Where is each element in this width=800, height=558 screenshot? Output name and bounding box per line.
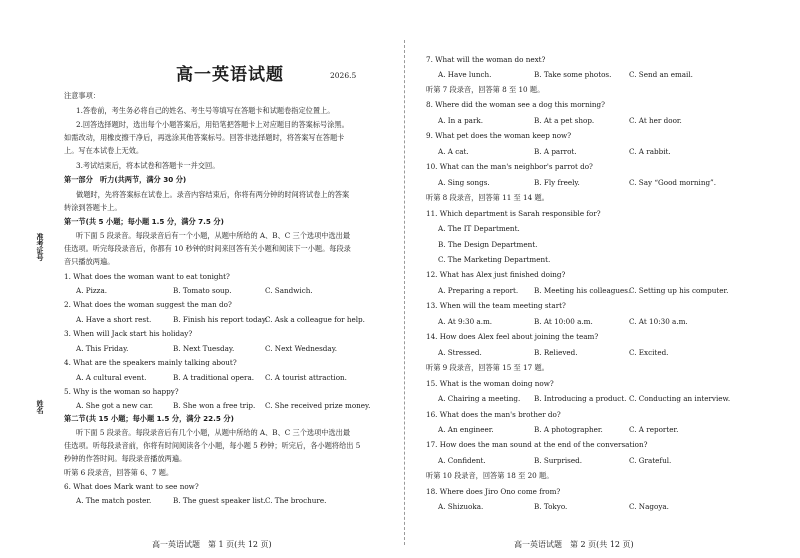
page-2-footer: 高一英语试题 第 2 页(共 12 页)	[514, 540, 634, 549]
question-5-option-a: A. She got a new car.	[76, 401, 154, 410]
exam-date: 2026.5	[330, 71, 357, 80]
question-14-option-a: A. Stressed.	[438, 348, 482, 357]
part-1-heading: 第一部分 听力(共两节，满分 30 分)	[64, 175, 187, 184]
question-8-option-c: C. At her door.	[629, 116, 682, 125]
question-9-option-a: A. A cat.	[438, 147, 469, 156]
question-11-option-c: C. The Marketing Department.	[438, 255, 551, 264]
segment-10-instruction: 听第 10 段录音，回答第 18 至 20 题。	[426, 471, 554, 480]
question-11-option-a: A. The IT Department.	[438, 224, 520, 233]
question-4-option-a: A. A cultural event.	[76, 373, 147, 382]
question-7-option-c: C. Send an email.	[629, 70, 693, 79]
question-13-option-a: A. At 9:30 a.m.	[438, 317, 493, 326]
question-2-option-a: A. Have a short rest.	[76, 315, 152, 324]
section-2-instructions-line-1: 听下面 5 段录音。每段录音后有几个小题，从题中所给的 A、B、C 三个选项中选出最	[76, 428, 351, 437]
question-8-stem: 8. Where did the woman see a dog this morning?	[426, 100, 605, 109]
question-18-option-b: B. Tokyo.	[534, 502, 568, 511]
section-2-heading: 第二节(共 15 小题；每小题 1.5 分，满分 22.5 分)	[64, 414, 234, 423]
question-17-option-c: C. Grateful.	[629, 456, 672, 465]
question-16-option-a: A. An engineer.	[438, 425, 494, 434]
question-13-option-b: B. At 10:00 a.m.	[534, 317, 593, 326]
side-label-text: 准考证号	[36, 233, 44, 261]
question-15-option-a: A. Chairing a meeting.	[438, 394, 521, 403]
segment-9-instruction: 听第 9 段录音，回答第 15 至 17 题。	[426, 363, 549, 372]
question-17-option-b: B. Surprised.	[534, 456, 583, 465]
question-15-option-b: B. Introducing a product.	[534, 394, 627, 403]
question-9-stem: 9. What pet does the woman keep now?	[426, 131, 572, 140]
name-side-label	[36, 400, 44, 414]
question-12-option-b: B. Meeting his colleagues.	[534, 286, 631, 295]
question-18-option-c: C. Nagoya.	[629, 502, 669, 511]
segment-7-instruction: 听第 7 段录音，回答第 8 至 10 题。	[426, 85, 545, 94]
question-10-stem: 10. What can the man's neighbor's parrot do?	[426, 162, 593, 171]
side-label-text: 姓名	[36, 400, 44, 414]
question-12-option-a: A. Preparing a report.	[438, 286, 519, 295]
question-15-option-c: C. Conducting an interview.	[629, 394, 731, 403]
question-16-option-c: C. A reporter.	[629, 425, 679, 434]
question-2-option-b: B. Finish his report today.	[173, 315, 268, 324]
question-10-option-c: C. Say “Good morning”.	[629, 178, 717, 187]
segment-6-instruction: 听第 6 段录音，回答第 6、7 题。	[64, 468, 174, 477]
question-7-option-b: B. Take some photos.	[534, 70, 612, 79]
notice-1: 1.答卷前，考生务必将自己的姓名、考生号等填写在答题卡和试题卷指定位置上。	[76, 106, 335, 115]
question-2-stem: 2. What does the woman suggest the man do?	[64, 300, 232, 309]
question-10-option-b: B. Fly freely.	[534, 178, 580, 187]
notice-2-line-2: 如需改动，用橡皮擦干净后，再选涂其他答案标号。回答非选择题时，将答案写在答题卡	[64, 133, 345, 142]
question-12-option-c: C. Setting up his computer.	[629, 286, 729, 295]
notice-2-line-3: 上。写在本试卷上无效。	[64, 146, 144, 155]
question-15-stem: 15. What is the woman doing now?	[426, 379, 554, 388]
question-11-stem: 11. Which department is Sarah responsible for?	[426, 209, 601, 218]
question-3-option-a: A. This Friday.	[76, 344, 129, 353]
question-17-stem: 17. How does the man sound at the end of the conversation?	[426, 440, 648, 449]
notice-title: 注意事项：	[64, 91, 100, 100]
question-6-option-a: A. The match poster.	[76, 496, 152, 505]
question-4-stem: 4. What are the speakers mainly talking about?	[64, 358, 237, 367]
question-3-stem: 3. When will Jack start his holiday?	[64, 329, 193, 338]
section-2-instructions-line-3: 秒钟的作答时间。每段录音播放两遍。	[64, 454, 187, 463]
part-1-instructions-line-2: 转涂到答题卡上。	[64, 203, 122, 212]
question-14-option-b: B. Relieved.	[534, 348, 578, 357]
notice-2-line-1: 2.回答选择题时，选出每个小题答案后，用铅笔把答题卡上对应题目的答案标号涂黑。	[76, 120, 349, 129]
question-10-option-a: A. Sing songs.	[438, 178, 490, 187]
question-1-option-b: B. Tomato soup.	[173, 286, 232, 295]
exam-number-side-label	[36, 233, 44, 261]
question-8-option-b: B. At a pet shop.	[534, 116, 595, 125]
question-16-stem: 16. What does the man's brother do?	[426, 410, 561, 419]
question-6-option-b: B. The guest speaker list.	[173, 496, 266, 505]
question-9-option-c: C. A rabbit.	[629, 147, 671, 156]
question-5-option-c: C. She received prize money.	[265, 401, 371, 410]
question-9-option-b: B. A parrot.	[534, 147, 577, 156]
question-12-stem: 12. What has Alex just finished doing?	[426, 270, 566, 279]
segment-8-instruction: 听第 8 段录音，回答第 11 至 14 题。	[426, 193, 549, 202]
question-4-option-b: B. A traditional opera.	[173, 373, 255, 382]
question-18-option-a: A. Shizuoka.	[438, 502, 484, 511]
section-1-instructions-line-2: 佳选项。听完每段录音后，你都有 10 秒钟的时间来回答有关小题和阅读下一小题。每段录	[64, 244, 351, 253]
question-4-option-c: C. A tourist attraction.	[265, 373, 347, 382]
question-13-stem: 13. When will the team meeting start?	[426, 301, 566, 310]
notice-3: 3.考试结束后，将本试卷和答题卡一并交回。	[76, 161, 220, 170]
page-divider	[404, 40, 405, 545]
question-2-option-c: C. Ask a colleague for help.	[265, 315, 365, 324]
part-1-instructions-line-1: 做题时，先将答案标在试卷上。录音内容结束后，你将有两分钟的时间将试卷上的答案	[76, 190, 350, 199]
section-1-heading: 第一节(共 5 小题；每小题 1.5 分，满分 7.5 分)	[64, 217, 224, 226]
question-6-option-c: C. The brochure.	[265, 496, 327, 505]
page-1-footer: 高一英语试题 第 1 页(共 12 页)	[152, 540, 272, 549]
question-18-stem: 18. Where does Jiro Ono come from?	[426, 487, 561, 496]
section-2-instructions-line-2: 佳选项。听每段录音前，你将有时间阅读各个小题，每小题 5 秒钟；听完后，各小题将给出 5	[64, 441, 361, 450]
question-1-option-c: C. Sandwich.	[265, 286, 313, 295]
exam-title: 高一英语试题	[176, 65, 284, 85]
question-5-stem: 5. Why is the woman so happy?	[64, 387, 179, 396]
section-1-instructions-line-3: 音只播放两遍。	[64, 257, 115, 266]
question-17-option-a: A. Confident.	[438, 456, 486, 465]
question-3-option-c: C. Next Wednesday.	[265, 344, 338, 353]
question-11-option-b: B. The Design Department.	[438, 240, 538, 249]
question-6-stem: 6. What does Mark want to see now?	[64, 482, 199, 491]
section-1-instructions-line-1: 听下面 5 段录音。每段录音后有一个小题，从题中所给的 A、B、C 三个选项中选出最	[76, 231, 351, 240]
question-1-option-a: A. Pizza.	[76, 286, 108, 295]
question-3-option-b: B. Next Tuesday.	[173, 344, 235, 353]
question-8-option-a: A. In a park.	[438, 116, 484, 125]
question-14-stem: 14. How does Alex feel about joining the team?	[426, 332, 599, 341]
question-7-option-a: A. Have lunch.	[438, 70, 492, 79]
question-5-option-b: B. She won a free trip.	[173, 401, 256, 410]
question-7-stem: 7. What will the woman do next?	[426, 55, 546, 64]
question-14-option-c: C. Excited.	[629, 348, 669, 357]
question-13-option-c: C. At 10:30 a.m.	[629, 317, 688, 326]
question-16-option-b: B. A photographer.	[534, 425, 603, 434]
question-1-stem: 1. What does the woman want to eat tonight?	[64, 272, 230, 281]
